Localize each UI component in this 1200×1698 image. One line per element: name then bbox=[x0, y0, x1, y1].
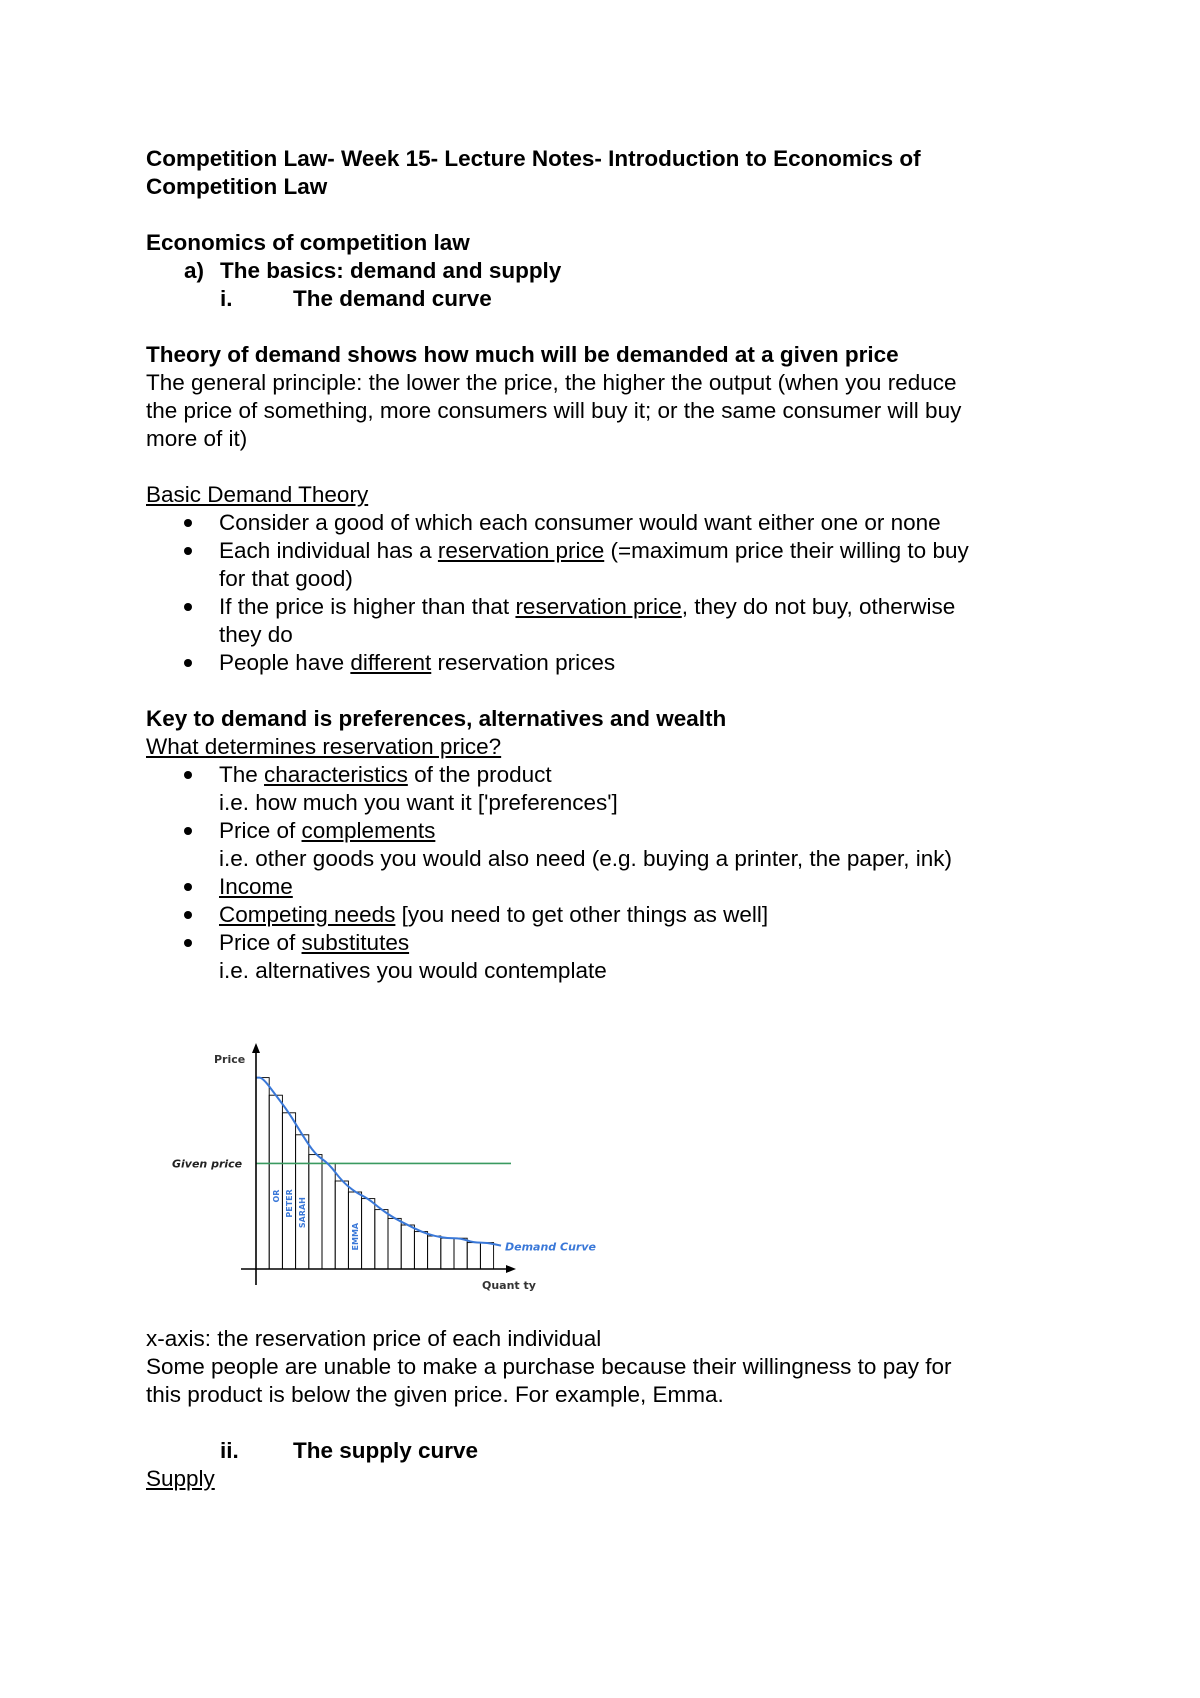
list-item: Competing needs [you need to get other things as well] bbox=[146, 901, 1066, 929]
list-item: If the price is higher than that reservation price, they do not buy, otherwise they do bbox=[146, 593, 1066, 649]
demand-bar bbox=[414, 1232, 427, 1269]
demand-bar bbox=[375, 1210, 388, 1269]
demand-bar bbox=[362, 1199, 375, 1269]
bar-label: OR bbox=[271, 1189, 281, 1203]
document-body bbox=[146, 145, 1066, 1493]
subsection-i: i. The demand curve bbox=[220, 286, 492, 311]
demand-bar bbox=[388, 1218, 401, 1269]
theory-heading: Theory of demand shows how much will be demanded at a given price bbox=[146, 342, 899, 367]
demand-curve-label: Demand Curve bbox=[505, 1240, 596, 1254]
demand-bar bbox=[401, 1225, 414, 1269]
bar-label: EMMA bbox=[351, 1222, 360, 1251]
theory-paragraph: The general principle: the lower the price, the higher the output (when you reduce the price of something, more consumers will buy it; or the same consumer will buy more of it) bbox=[146, 370, 962, 451]
demand-bar bbox=[480, 1243, 493, 1269]
x-axis-arrow bbox=[506, 1265, 516, 1273]
demand-curve-figure bbox=[156, 1019, 596, 1319]
y-axis-label: Price bbox=[214, 1053, 246, 1066]
given-price-label: Given price bbox=[172, 1157, 243, 1171]
demand-bar bbox=[309, 1155, 322, 1269]
demand-curve-line bbox=[256, 1078, 501, 1246]
demand-bar bbox=[454, 1238, 467, 1269]
demand-curve-chart bbox=[156, 1019, 596, 1319]
demand-bar bbox=[428, 1236, 441, 1269]
supply-heading: Supply bbox=[146, 1466, 215, 1491]
bar-label: PETER bbox=[285, 1189, 294, 1218]
demand-bar bbox=[256, 1078, 269, 1269]
demand-bar bbox=[335, 1181, 348, 1269]
subsection-ii: ii. The supply curve bbox=[220, 1438, 479, 1463]
basic-demand-heading: Basic Demand Theory bbox=[146, 482, 369, 507]
x-axis-label: Quant ty bbox=[482, 1279, 536, 1292]
y-axis-arrow bbox=[252, 1043, 260, 1053]
list-item: Price of complements i.e. other goods you would also need (e.g. buying a printer, the paper, ink) bbox=[146, 817, 1066, 873]
list-item: Income bbox=[146, 873, 1066, 901]
list-item: Price of substitutes i.e. alternatives you would contemplate bbox=[146, 929, 1066, 985]
figure-explanation: x-axis: the reservation price of each individual Some people are unable to make a purchase because their willingness to pay for this product is below the given price. For example, Emma. bbox=[146, 1326, 952, 1407]
doc-title: Competition Law- Week 15- Lecture Notes- Introduction to Economics of Competition Law bbox=[146, 146, 921, 199]
list-item: People have different reservation prices bbox=[146, 649, 1066, 677]
subsection-a: a) The basics: demand and supply bbox=[184, 258, 562, 283]
basic-demand-list bbox=[146, 509, 1066, 677]
list-item: The characteristics of the product i.e. how much you want it ['preferences'] bbox=[146, 761, 1066, 817]
demand-bar bbox=[467, 1243, 480, 1269]
key-list bbox=[146, 761, 1066, 985]
demand-bar bbox=[441, 1238, 454, 1269]
key-heading: Key to demand is preferences, alternatives and wealth bbox=[146, 706, 727, 731]
key-question: What determines reservation price? bbox=[146, 734, 502, 759]
list-item: Each individual has a reservation price (=maximum price their willing to buy for that good) bbox=[146, 537, 1066, 593]
section-heading: Economics of competition law bbox=[146, 230, 470, 255]
demand-bar bbox=[269, 1095, 282, 1269]
demand-bar bbox=[322, 1163, 335, 1269]
list-item: Consider a good of which each consumer would want either one or none bbox=[146, 509, 1066, 537]
bar-label: SARAH bbox=[298, 1197, 308, 1229]
